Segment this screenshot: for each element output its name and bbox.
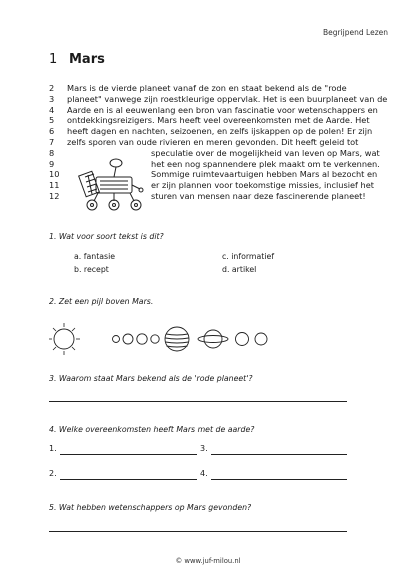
line-number: 11	[49, 180, 60, 191]
question-5: 5. Wat hebben wetenschappers op Mars gevonden?	[49, 503, 252, 512]
q4-label-3: 3.	[200, 444, 208, 453]
neptune-icon	[255, 333, 267, 345]
line-number: 10	[49, 169, 60, 180]
reading-line	[49, 93, 388, 105]
mercury-icon	[113, 336, 120, 343]
mars-icon	[151, 335, 159, 343]
q4-label-1: 1.	[49, 444, 57, 453]
page-title: Mars	[69, 52, 105, 67]
line-number: 3	[49, 93, 55, 104]
line-number: 8	[49, 147, 55, 158]
jupiter-icon	[165, 327, 189, 351]
reading-line	[49, 115, 379, 126]
line-text: zelfs sporen van oude rivieren en meren gevonden. Dit heeft geleid tot	[67, 136, 359, 147]
q4-answer-line-4[interactable]	[211, 479, 347, 480]
q1-option-a[interactable]: a. fantasie	[74, 252, 116, 261]
question-2: 2. Zet een pijl boven Mars.	[49, 297, 154, 306]
line-text: het een nog spannendere plek maakt om te verkennen.	[151, 158, 380, 169]
line-number: 5	[49, 115, 55, 126]
line-text: Mars is de vierde planeet vanaf de zon en staat bekend als de "rode	[67, 83, 347, 93]
footer-copyright: © www.juf-milou.nl	[175, 557, 241, 565]
q5-answer-line[interactable]	[49, 531, 347, 532]
q4-answer-line-1[interactable]	[60, 454, 197, 455]
q1-option-d[interactable]: d. artikel	[222, 265, 257, 274]
solar-system-illustration[interactable]	[49, 318, 379, 360]
sun-icon	[49, 323, 80, 355]
line-number: 2	[49, 83, 55, 93]
line-number: 6	[49, 126, 55, 137]
reading-line	[49, 83, 379, 94]
q1-option-b[interactable]: b. recept	[74, 265, 109, 274]
q4-answer-line-2[interactable]	[60, 479, 197, 480]
question-4: 4. Welke overeenkomsten heeft Mars met de aarde?	[49, 425, 255, 434]
question-3: 3. Waarom staat Mars bekend als de 'rode planeet'?	[49, 374, 253, 383]
line-text: sturen van mensen naar deze fascinerende planeet!	[151, 190, 366, 201]
line-number: 4	[49, 104, 55, 115]
q4-label-2: 2.	[49, 469, 57, 478]
line-text: er zijn plannen voor toekomstige missies, inclusief het	[151, 180, 374, 191]
line-text: Aarde en is al eeuwenlang een bron van fascinatie voor wetenschappers en	[67, 104, 378, 115]
reading-line	[49, 105, 379, 116]
line-text: heeft dagen en nachten, seizoenen, en zelfs ijskappen op de polen! Er zijn	[67, 126, 373, 137]
reading-line	[49, 126, 379, 137]
line-text: ontdekkingsreizigers. Mars heeft veel overeenkomsten met de Aarde. Het	[67, 115, 370, 126]
line-number: 7	[49, 136, 55, 147]
header-category: Begrijpend Lezen	[322, 28, 388, 37]
reading-line	[49, 137, 379, 148]
line-number: 12	[49, 190, 60, 201]
mars-rover-illustration	[76, 155, 146, 217]
q4-answer-line-3[interactable]	[211, 454, 347, 455]
earth-icon	[137, 334, 147, 344]
q3-answer-line[interactable]	[49, 401, 347, 402]
title-line-number: 1	[49, 52, 58, 67]
q4-label-4: 4.	[200, 469, 208, 478]
saturn-icon	[198, 330, 228, 348]
q1-option-c[interactable]: c. informatief	[222, 252, 275, 261]
line-text: Sommige ruimtevaartuigen hebben Mars al bezocht en	[151, 169, 378, 180]
line-text: speculatie over de mogelijkheid van leven op Mars, wat	[151, 147, 380, 158]
question-1: 1. Wat voor soort tekst is dit?	[49, 232, 164, 241]
line-text: planeet" vanwege zijn roestkleurige oppervlak. Het is een buurplaneet van de	[67, 93, 388, 104]
uranus-icon	[236, 333, 249, 346]
venus-icon	[123, 334, 133, 344]
title-row	[49, 52, 105, 67]
line-number: 9	[49, 158, 55, 169]
